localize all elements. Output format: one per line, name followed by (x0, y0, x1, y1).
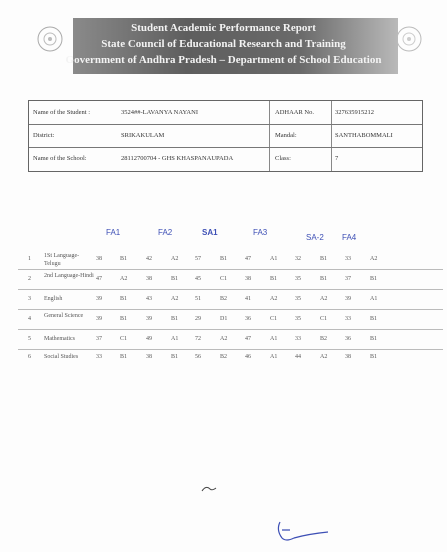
school-value: 28112700704 - GHS KHASPANAUPADA (121, 155, 234, 162)
district-row (29, 124, 422, 148)
mark-cell: 41 (245, 296, 251, 302)
mark-cell: 46 (245, 354, 251, 360)
mark-cell: 37 (345, 276, 351, 282)
marks-table (18, 250, 443, 370)
grade-cell: B1 (171, 316, 179, 322)
mark-cell: 37 (96, 336, 102, 342)
mandal-label: Mandal: (275, 132, 297, 139)
grade-cell: B1 (171, 354, 179, 360)
grade-cell: A1 (270, 354, 278, 360)
grade-cell: B1 (270, 276, 278, 282)
report-header-banner (0, 14, 447, 84)
grade-cell: A2 (220, 336, 228, 342)
grade-cell: A2 (171, 256, 179, 262)
mark-cell: 29 (195, 316, 201, 322)
grade-cell: A1 (270, 336, 278, 342)
mark-cell: 38 (345, 354, 351, 360)
grade-cell: B1 (320, 276, 328, 282)
table-row (18, 330, 443, 350)
grade-cell: C1 (220, 276, 228, 282)
mark-cell: 39 (146, 316, 152, 322)
mark-cell: 43 (146, 296, 152, 302)
handwritten-header: FA1 (106, 228, 121, 237)
grade-cell: B1 (120, 316, 128, 322)
grade-cell: B1 (120, 296, 128, 302)
mark-cell: 56 (195, 354, 201, 360)
student-name-row (29, 101, 422, 125)
handwritten-header: SA-2 (306, 233, 324, 242)
grade-cell: C1 (120, 336, 128, 342)
mark-cell: 38 (245, 276, 251, 282)
table-row (18, 310, 443, 330)
subject-name: Mathematics (44, 336, 75, 342)
handwritten-header: FA4 (342, 233, 357, 242)
handwritten-header: SA1 (202, 228, 218, 237)
mark-cell: 35 (295, 276, 301, 282)
table-row (18, 348, 443, 367)
grade-cell: A2 (320, 296, 328, 302)
grade-cell: A1 (270, 256, 278, 262)
mark-cell: 47 (96, 276, 102, 282)
header-government: Government of Andhra Pradesh – Department of School Education (65, 54, 382, 66)
row-number: 6 (28, 354, 31, 360)
grade-cell: C1 (270, 316, 278, 322)
mark-cell: 39 (345, 296, 351, 302)
signature (272, 518, 332, 544)
subject-name: General Science (44, 313, 84, 319)
district-label: District: (33, 132, 55, 139)
grade-cell: B1 (220, 256, 228, 262)
mark-cell: 47 (245, 336, 251, 342)
grade-cell: B2 (220, 296, 228, 302)
aadhaar-value: 327635915212 (335, 109, 374, 116)
emblem-icon (392, 22, 426, 56)
student-info-table (28, 100, 423, 172)
mark-cell: 47 (245, 256, 251, 262)
row-number: 1 (28, 256, 31, 262)
class-value: 7 (335, 155, 339, 162)
subject-name: 1St Language-Telugu (44, 253, 80, 267)
school-label: Name of the School: (33, 155, 87, 162)
grade-cell: A1 (370, 296, 378, 302)
mark-cell: 38 (96, 256, 102, 262)
mark-cell: 36 (345, 336, 351, 342)
mandal-value: SANTHABOMMALI (335, 132, 393, 139)
handwritten-header: FA3 (253, 228, 268, 237)
row-number: 3 (28, 296, 31, 302)
grade-cell: A2 (370, 256, 378, 262)
grade-cell: B1 (370, 336, 378, 342)
mark-cell: 44 (295, 354, 301, 360)
mark-cell: 36 (245, 316, 251, 322)
grade-cell: B2 (220, 354, 228, 360)
subject-name: 2nd Language-Hindi (44, 273, 94, 279)
mark-cell: 39 (96, 296, 102, 302)
grade-cell: A2 (270, 296, 278, 302)
school-row (29, 147, 422, 170)
class-label: Class: (275, 155, 291, 162)
mark-cell: 42 (146, 256, 152, 262)
subject-name: Social Studies (44, 354, 79, 360)
grade-cell: B1 (370, 316, 378, 322)
handwritten-header: FA2 (158, 228, 173, 237)
student-name-label: Name of the Student : (33, 109, 91, 116)
grade-cell: A2 (320, 354, 328, 360)
grade-cell: D1 (220, 316, 228, 322)
student-name-value: 3524##-LAVANYA NAYANI (121, 109, 198, 116)
grade-cell: B1 (120, 256, 128, 262)
grade-cell: B1 (120, 354, 128, 360)
mark-cell: 51 (195, 296, 201, 302)
mark-cell: 35 (295, 316, 301, 322)
mark-cell: 33 (345, 256, 351, 262)
aadhaar-label: ADHAAR No. (275, 109, 314, 116)
mark-cell: 35 (295, 296, 301, 302)
grade-cell: B1 (370, 276, 378, 282)
grade-cell: C1 (320, 316, 328, 322)
mark-cell: 49 (146, 336, 152, 342)
mark-cell: 45 (195, 276, 201, 282)
header-council: State Council of Educational Research and Training (101, 38, 346, 50)
table-row (18, 270, 443, 290)
row-number: 5 (28, 336, 31, 342)
mark-cell: 39 (96, 316, 102, 322)
table-row (18, 250, 443, 270)
row-number: 2 (28, 276, 31, 282)
grade-cell: B1 (171, 276, 179, 282)
grade-cell: A2 (171, 296, 179, 302)
grade-cell: A2 (120, 276, 128, 282)
pen-mark (200, 483, 220, 495)
grade-cell: B2 (320, 336, 328, 342)
emblem-icon (33, 22, 67, 56)
header-title: Student Academic Performance Report (131, 22, 316, 34)
mark-cell: 33 (345, 316, 351, 322)
grade-cell: A1 (171, 336, 179, 342)
mark-cell: 38 (146, 276, 152, 282)
mark-cell: 38 (146, 354, 152, 360)
subject-name: English (44, 296, 63, 302)
mark-cell: 33 (96, 354, 102, 360)
grade-cell: B1 (320, 256, 328, 262)
mark-cell: 32 (295, 256, 301, 262)
table-row (18, 290, 443, 310)
district-value: SRIKAKULAM (121, 132, 165, 139)
row-number: 4 (28, 316, 31, 322)
mark-cell: 33 (295, 336, 301, 342)
mark-cell: 72 (195, 336, 201, 342)
grade-cell: B1 (370, 354, 378, 360)
mark-cell: 57 (195, 256, 201, 262)
